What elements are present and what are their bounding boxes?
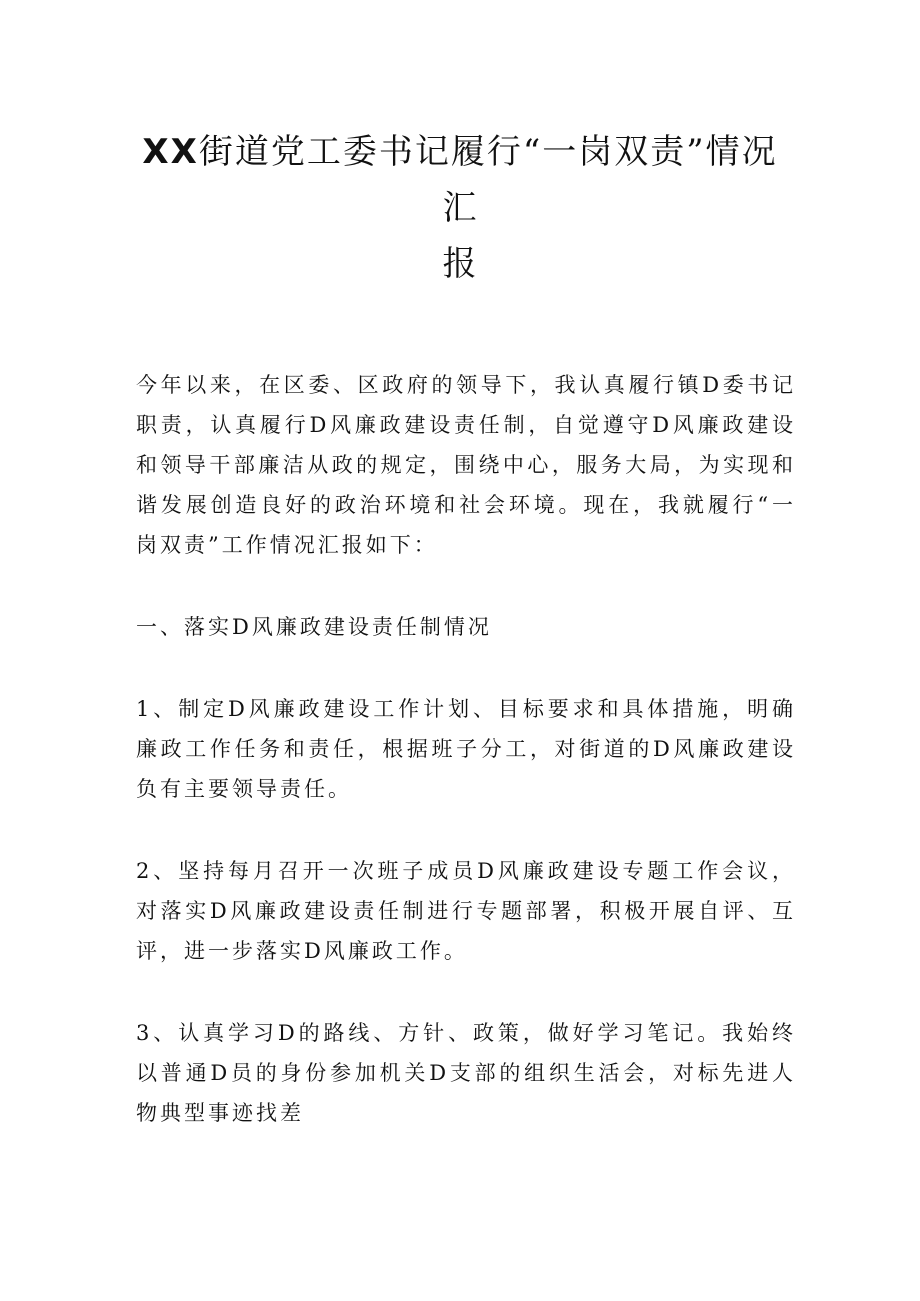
- paragraph-gap: [136, 971, 796, 1013]
- document-body: [136, 365, 796, 1133]
- paragraph-gap: [136, 647, 796, 689]
- intro-paragraph: 今年以来，在区委、区政府的领导下，我认真履行镇D委书记职责，认真履行D风廉政建设责任制，自觉遵守D风廉政建设和领导干部廉洁从政的规定，围绕中心，服务大局，为实现和谐发展创造良好的政治环境和社会环境。现在，我就履行“一岗双责”工作情况汇报如下：: [136, 373, 796, 557]
- title-line-1: [0, 124, 920, 180]
- section-heading-1: 一、落实D风廉政建设责任制情况: [136, 615, 492, 639]
- paragraph-gap: [136, 565, 796, 607]
- title-line-2: 汇: [442, 188, 478, 228]
- title-prefix: XX: [142, 132, 199, 172]
- paragraph-gap: [136, 809, 796, 851]
- title-line-3: 报: [442, 244, 478, 284]
- title-main-text: 街道党工委书记履行“一岗双责”情况: [198, 132, 778, 172]
- document-title: [0, 124, 920, 292]
- list-item-2: 2、坚持每月召开一次班子成员D风廉政建设专题工作会议，对落实D风廉政建设责任制进行专题部署，积极开展自评、互评，进一步落实D风廉政工作。: [136, 859, 796, 963]
- list-item-3: 3、认真学习D的路线、方针、政策，做好学习笔记。我始终以普通D员的身份参加机关D支部的组织生活会，对标先进人物典型事迹找差: [136, 1021, 796, 1125]
- list-item-1: 1、制定D风廉政建设工作计划、目标要求和具体措施，明确廉政工作任务和责任，根据班子分工，对街道的D风廉政建设负有主要领导责任。: [136, 697, 796, 801]
